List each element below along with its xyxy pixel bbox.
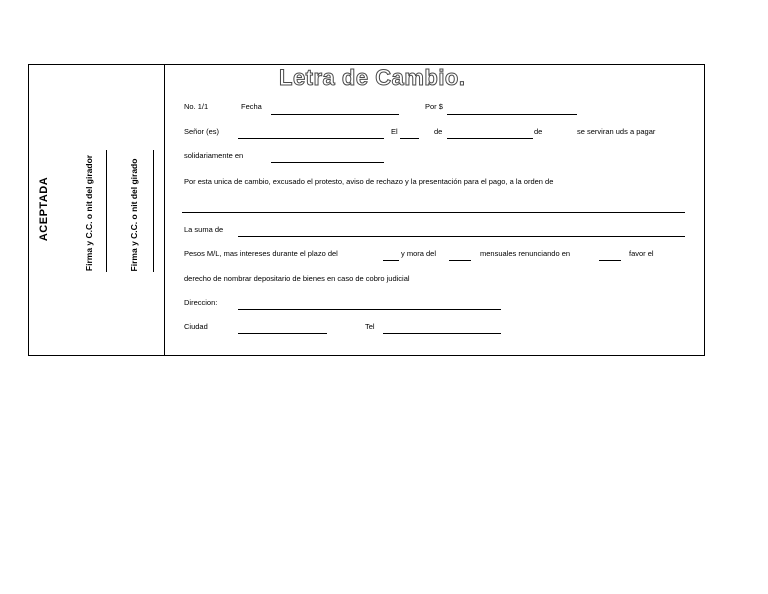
- acceptance-stub: [29, 65, 165, 355]
- de-label-1: de: [434, 127, 443, 136]
- jointly-label: solidariamente en: [184, 151, 244, 160]
- city-field[interactable]: [238, 333, 327, 334]
- drawee-signature-line[interactable]: [153, 150, 154, 272]
- address-label: Direccion:: [184, 298, 218, 307]
- monthly-text: mensuales renunciando en: [480, 249, 571, 258]
- drawee-signature-label: Firma y C.C. o nit del girado: [129, 158, 139, 272]
- form-title: Letra de Cambio.: [279, 65, 466, 90]
- amount-field[interactable]: [447, 114, 577, 115]
- phone-label: Tel: [365, 322, 375, 331]
- term-field[interactable]: [383, 260, 399, 261]
- date-field[interactable]: [271, 114, 399, 115]
- el-label: El: [391, 127, 398, 136]
- payment-place-field[interactable]: [271, 162, 384, 163]
- favor-text: favor el: [629, 249, 654, 258]
- pesos-text: Pesos M/L, mas intereses durante el plazo del: [184, 249, 338, 258]
- waiver-field[interactable]: [599, 260, 621, 261]
- sir-label: Señor (es): [184, 127, 220, 136]
- default-text: y mora del: [401, 249, 437, 258]
- number-label: No. 1/1: [184, 102, 209, 111]
- sum-field[interactable]: [238, 236, 685, 237]
- day-field[interactable]: [400, 138, 419, 139]
- pay-text: se serviran uds a pagar: [577, 127, 656, 136]
- bill-of-exchange: [28, 64, 705, 356]
- address-field[interactable]: [238, 309, 501, 310]
- de-label-2: de: [534, 127, 543, 136]
- amount-label: Por $: [425, 102, 443, 111]
- drawer-signature-line[interactable]: [106, 150, 107, 272]
- default-rate-field[interactable]: [449, 260, 471, 261]
- sum-label: La suma de: [184, 225, 224, 234]
- phone-field[interactable]: [383, 333, 501, 334]
- month-field[interactable]: [447, 138, 533, 139]
- drawee-name-field[interactable]: [238, 138, 384, 139]
- drawer-signature-label: Firma y C.C. o nit del girador: [84, 154, 94, 272]
- payee-field[interactable]: [182, 212, 685, 213]
- city-label: Ciudad: [184, 322, 208, 331]
- right-text: derecho de nombrar depositario de bienes en caso de cobro judicial: [184, 274, 410, 283]
- accepted-label: ACEPTADA: [38, 176, 50, 242]
- order-text: Por esta unica de cambio, excusado el protesto, aviso de rechazo y la presentación para el pago, a la orden de: [184, 177, 554, 186]
- date-label: Fecha: [241, 102, 262, 111]
